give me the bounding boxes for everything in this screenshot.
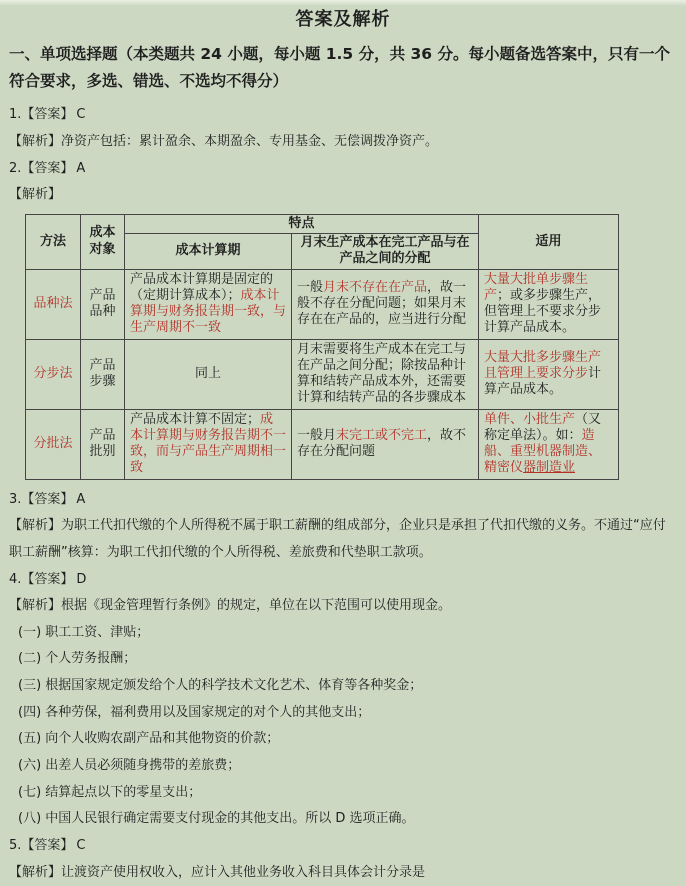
method-name-cell [26,339,81,409]
question-number: 1. [9,107,22,123]
cost-object-cell [81,339,125,409]
table-header-row-1 [26,214,619,233]
cost-object-cell [81,409,125,479]
method-name-cell [26,409,81,479]
cell-text: 一般月 [297,427,337,443]
cell-text: 月末需要将生产成本在完工与在产品之间分配；除按品种计算和结转产品成本外，还需要计算和结转产品的各步骤成本 [297,341,467,406]
allocation-cell [292,409,479,479]
q1-answer-line [9,102,677,129]
section-heading: 一、单项选择题（本类题共 24 小题，每小题 1.5 分，共 36 分。每小题备选答案中，只有一个符合要求，多选、错选、不选均不得分） [9,44,670,91]
header-feature: 特点 [125,214,479,233]
page-title: 答案及解析 [295,9,391,30]
cost-object-text: 产品步骤 [89,357,116,390]
answer-label: 【答案】 [21,491,74,507]
analysis-text: 为职工代扣代缴的个人所得税不属于职工薪酬的组成部分，企业只是承担了代扣代缴的义务。不通过“应付职工薪酬”核算：为职工代扣代缴的个人所得税、差旅费和代垫职工款项。 [9,518,666,560]
cell-text: 大量大批单步骤生产 [484,271,589,303]
q1-analysis-line [9,129,677,156]
question-number: 4. [9,571,22,587]
cash-use-list-item: (四) 各种劳保，福利费用以及国家规定的对个人的其他支出； [18,704,371,720]
cell-text: 造船、重型机器制造、精密仪 [484,427,602,476]
analysis-text: 根据《现金管理暂行条例》的规定，单位在以下范围可以使用现金。 [61,598,452,614]
header-allocation: 月末生产成本在完工产品与在产品之间的分配 [292,234,479,270]
cell-text: 单件、小批生产 [484,411,576,427]
cell-text: ，故不存在分配问题 [297,427,467,460]
cell-text: 同上 [194,365,221,381]
analysis-label: 【解析】 [9,864,62,880]
cost-period-cell [125,269,292,339]
cell-text: 成本计算期与财务报告期不一致，而与产品生产周期相一致 [130,411,287,476]
header-cost-period: 成本计算期 [125,234,292,270]
cash-use-list-item: (二) 个人劳务报酬； [18,651,137,667]
apply-cell [479,409,619,479]
table-row [26,409,619,479]
answer-letter: C [76,837,86,853]
apply-cell [479,339,619,409]
q5-analysis-line [9,860,677,886]
cash-use-list-item: (一) 职工工资、津贴； [18,624,150,640]
question-number: 2. [9,160,22,176]
costing-method-table [25,214,619,480]
method-name: 分批法 [33,435,73,451]
q3-answer-line [9,487,677,514]
allocation-cell [292,269,479,339]
q4-analysis-line [9,593,677,620]
answer-letter: C [76,107,86,123]
cell-text: 器制造业 [523,460,576,476]
cost-period-cell [125,409,292,479]
analysis-text: 让渡资产使用权收入，应计入其他业务收入科目具体会计分录是 [61,864,426,880]
allocation-cell [292,339,479,409]
apply-cell [479,269,619,339]
cell-text: （又称定单法）。如： [484,411,602,443]
header-method: 方法 [26,214,81,269]
answer-letter: A [76,160,86,176]
header-apply: 适用 [479,214,619,269]
cost-object-cell [81,269,125,339]
answer-label: 【答案】 [21,571,74,587]
table-row [26,269,619,339]
method-name-cell [26,269,81,339]
cell-text: 产品成本计算不固定； [130,411,261,427]
analysis-label: 【解析】 [9,518,62,534]
cell-text: 产品成本计算期是固定的（定期计算成本）； [130,271,274,303]
answer-label: 【答案】 [21,107,74,123]
method-name: 分步法 [33,365,73,381]
analysis-text: 净资产包括：累计盈余、本期盈余、专用基金、无偿调拨净资产。 [61,133,439,149]
cell-text: 计算产品成本。 [484,365,602,398]
cash-use-list-item: (三) 根据国家规定颁发给个人的科学技术文化艺术、体育等各种奖金； [18,678,423,694]
q2-analysis-line [9,182,677,209]
header-cost-object: 成本对象 [81,214,125,269]
answer-label: 【答案】 [21,160,74,176]
cost-period-cell [125,339,292,409]
question-number: 5. [9,837,22,853]
q4-answer-line [9,567,677,594]
cost-object-text: 产品批别 [89,427,116,460]
cell-text: 成本计算期与财务报告期一致，与生产周期不一致 [130,287,287,336]
method-name: 品种法 [33,295,73,311]
analysis-label: 【解析】 [9,598,62,614]
question-number: 3. [9,491,22,507]
cash-use-list-item: (六) 出差人员必须随身携带的差旅费； [18,758,241,773]
cash-use-list-item: (八) 中国人民银行确定需要支付现金的其他支出。所以 D 选项正确。 [18,811,415,827]
cell-text: 大量大批多步骤生产且管理上要求分步 [484,349,602,381]
cell-text: ；或多步骤生产，但管理上不要求分步计算产品成本。 [484,287,602,336]
cell-text: ，故一般不存在分配问题；如果月末存在在产品的，应当进行分配 [297,279,467,328]
q3-analysis-line [9,513,677,566]
answer-letter: A [76,491,86,507]
answer-letter: D [76,571,87,587]
q2-answer-line [9,156,677,183]
cost-object-text: 产品品种 [89,287,116,320]
cell-text: 一般 [297,279,324,295]
analysis-label: 【解析】 [9,133,62,149]
table-row [26,339,619,409]
cash-use-list-item: (七) 结算起点以下的零星支出； [18,784,202,800]
cell-text: 末完工或不完工 [336,427,428,443]
cash-use-list-item: (五) 向个人收购农副产品和其他物资的价款； [18,731,280,747]
analysis-label: 【解析】 [9,187,62,203]
answer-label: 【答案】 [21,837,74,853]
cell-text: 月末不存在在产品 [323,279,428,295]
q5-answer-line [9,833,677,860]
